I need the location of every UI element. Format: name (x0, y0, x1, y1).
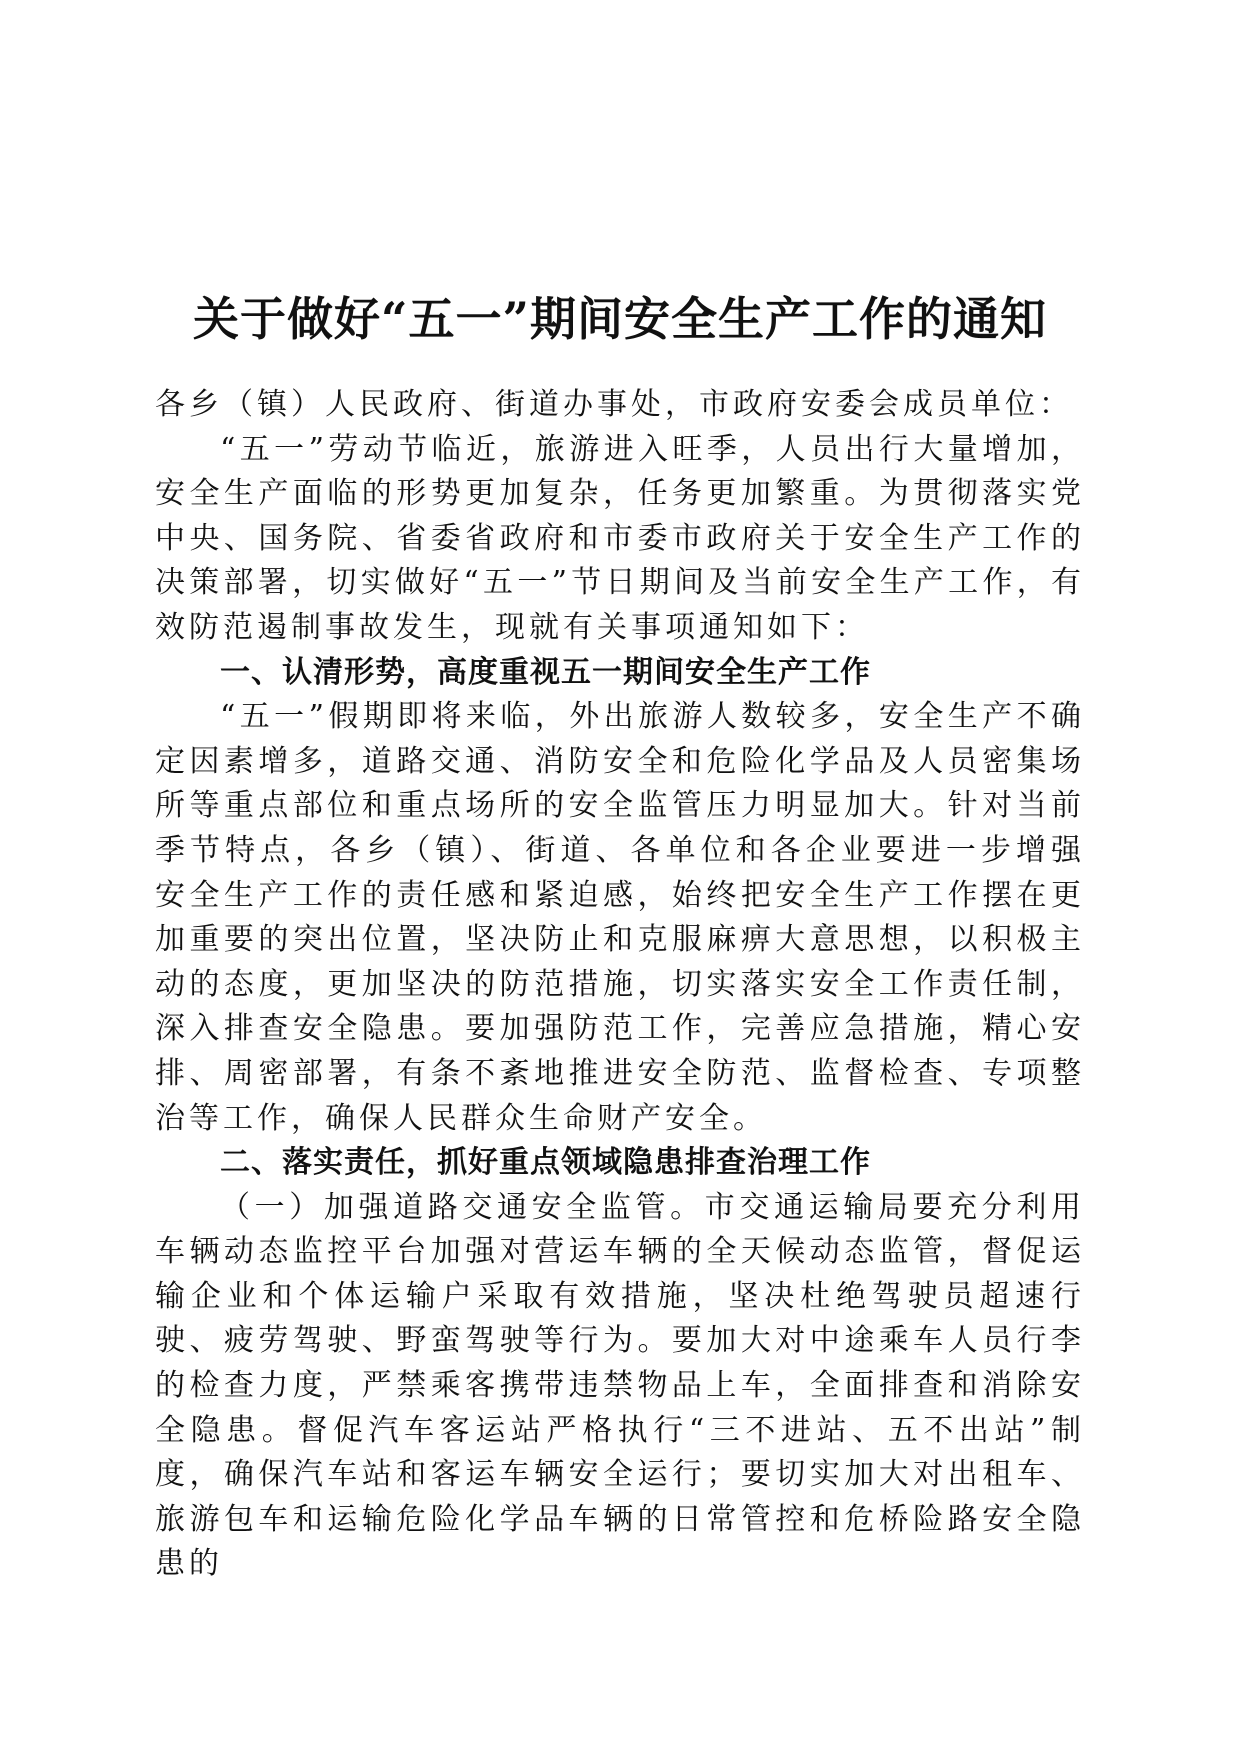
section-2-heading: 二、落实责任，抓好重点领域隐患排查治理工作 (220, 1145, 871, 1181)
section-1-heading: 一、认清形势，高度重视五一期间安全生产工作 (220, 654, 871, 690)
document-body (155, 383, 1085, 1587)
recipients-line: 各乡（镇）人民政府、街道办事处，市政府安委会成员单位： (155, 387, 1073, 422)
section-2-subsection-1-paragraph: （一）加强道路交通安全监管。市交通运输局要充分利用车辆动态监控平台加强对营运车辆的全天候动态监管，督促运输企业和个体运输户采取有效措施，坚决杜绝驾驶员超速行驶、疲劳驾驶、野蛮驾驶等行为。要加大对中途乘车人员行李的检查力度，严禁乘客携带违禁物品上车，全面排查和消除安全隐患。督促汽车客运站严格执行“三不进站、五不出站”制度，确保汽车站和客运车辆安全运行；要切实加大对出租车、旅游包车和运输危险化学品车辆的日常管控和危桥险路安全隐患的 (155, 1189, 1085, 1582)
document-title: 关于做好“五一”期间安全生产工作的通知 (193, 291, 1047, 346)
section-1-paragraph: “五一”假期即将来临，外出旅游人数较多，安全生产不确定因素增多，道路交通、消防安全和危险化学品及人员密集场所等重点部位和重点场所的安全监管压力明显加大。针对当前季节特点，各乡（镇）、街道、各单位和各企业要进一步增强安全生产工作的责任感和紧迫感，始终把安全生产工作摆在更加重要的突出位置，坚决防止和克服麻痹大意思想，以积极主动的态度，更加坚决的防范措施，切实落实安全工作责任制，深入排查安全隐患。要加强防范工作，完善应急措施，精心安排、周密部署，有条不紊地推进安全防范、监督检查、专项整治等工作，确保人民群众生命财产安全。 (155, 699, 1085, 1136)
intro-paragraph: “五一”劳动节临近，旅游进入旺季，人员出行大量增加，安全生产面临的形势更加复杂，任务更加繁重。为贯彻落实党中央、国务院、省委省政府和市委市政府关于安全生产工作的决策部署，切实做好“五一”节日期间及当前安全生产工作，有效防范遏制事故发生，现就有关事项通知如下： (155, 431, 1085, 645)
